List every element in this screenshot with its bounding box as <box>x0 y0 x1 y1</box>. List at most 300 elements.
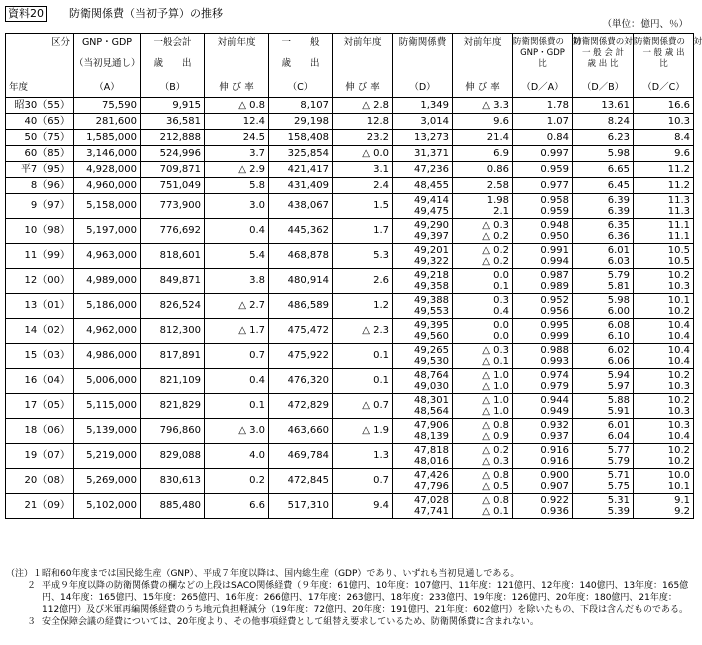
cell-bou-line: 49,290 <box>414 220 449 231</box>
cell-r2 <box>573 194 634 219</box>
cell-g3 <box>453 344 513 369</box>
cell-r2 <box>573 444 634 469</box>
cell-ippan: 475,922 <box>269 344 333 369</box>
cell-g1: 0.2 <box>205 469 269 494</box>
cell-r2 <box>573 394 634 419</box>
cell-gen: 885,480 <box>141 494 205 519</box>
cell-g3 <box>453 194 513 219</box>
cell-g1: △ 3.0 <box>205 419 269 444</box>
cell-r3-line: 8.4 <box>674 132 690 143</box>
cell-gen: 830,613 <box>141 469 205 494</box>
cell-bou-line: 49,218 <box>414 270 449 281</box>
cell-r3-line: 9.1 <box>674 495 690 506</box>
cell-r2-line: 5.77 <box>607 445 630 456</box>
cell-r2-line: 6.45 <box>607 180 630 191</box>
cell-r3 <box>634 98 694 114</box>
cell-r3-line: 10.4 <box>667 431 690 442</box>
cell-bou <box>393 444 453 469</box>
cell-r1-line: 0.916 <box>540 445 569 456</box>
cell-bou <box>393 394 453 419</box>
table-row <box>6 369 694 394</box>
cell-g2: 1.5 <box>333 194 393 219</box>
cell-bou-line: 48,016 <box>414 456 449 467</box>
cell-r2-line: 6.65 <box>607 164 630 175</box>
cell-r2 <box>573 219 634 244</box>
cell-r1 <box>513 244 573 269</box>
cell-bou-line: 48,564 <box>414 406 449 417</box>
cell-r3 <box>634 130 694 146</box>
cell-bou <box>393 130 453 146</box>
cell-r3-line: 11.3 <box>667 195 690 206</box>
cell-r3 <box>634 114 694 130</box>
cell-gnp: 75,590 <box>74 98 141 114</box>
cell-r1-line: 0.977 <box>540 180 569 191</box>
cell-g3-line: 0.0 <box>493 270 509 281</box>
cell-bou <box>393 494 453 519</box>
header-r3-l2: 一 般 歳 出 <box>642 48 685 58</box>
cell-g3-line: △ 0.2 <box>482 231 509 242</box>
header-gen-l1: 一般会計 <box>153 37 192 48</box>
cell-gen: 709,871 <box>141 162 205 178</box>
cell-r1-line: 0.956 <box>540 306 569 317</box>
cell-r1-line: 0.948 <box>540 220 569 231</box>
cell-ippan: 8,107 <box>269 98 333 114</box>
cell-g3 <box>453 494 513 519</box>
header-kubun: 区分 <box>50 37 70 48</box>
cell-g1: 5.8 <box>205 178 269 194</box>
cell-r2-line: 6.39 <box>607 195 630 206</box>
cell-g3 <box>453 444 513 469</box>
cell-bou-line: 13,273 <box>414 132 449 143</box>
cell-g1: 0.1 <box>205 394 269 419</box>
cell-r3 <box>634 394 694 419</box>
cell-g3-line: △ 0.3 <box>482 456 509 467</box>
header-r2-l1: 防衛関係費の対 <box>573 37 633 47</box>
header-r3-l3: 比 <box>659 59 668 69</box>
cell-g3-line: 0.3 <box>493 295 509 306</box>
cell-g2: △ 2.8 <box>333 98 393 114</box>
header-r3-l4: （D／C） <box>642 82 685 93</box>
header-bou-l3: （D） <box>409 82 436 93</box>
cell-gen: 829,088 <box>141 444 205 469</box>
cell-r3-line: 10.2 <box>667 395 690 406</box>
cell-r2 <box>573 294 634 319</box>
cell-g2: 1.3 <box>333 444 393 469</box>
cell-ippan: 431,409 <box>269 178 333 194</box>
cell-g2: 0.1 <box>333 344 393 369</box>
cell-bou <box>393 194 453 219</box>
header-r1-l1: 防衛関係費の 対 <box>513 37 582 47</box>
cell-gen: 776,692 <box>141 219 205 244</box>
cell-bou-line: 49,397 <box>414 231 449 242</box>
cell-r2 <box>573 162 634 178</box>
header-general-account <box>141 34 205 98</box>
cell-bou-line: 47,426 <box>414 470 449 481</box>
cell-ippan: 463,660 <box>269 419 333 444</box>
cell-r1 <box>513 98 573 114</box>
cell-r1-line: 0.994 <box>540 256 569 267</box>
cell-year: 昭30（55） <box>6 98 74 114</box>
cell-r3 <box>634 219 694 244</box>
table-row <box>6 444 694 469</box>
cell-r3-line: 10.5 <box>667 256 690 267</box>
cell-year: 9（97） <box>6 194 74 219</box>
cell-bou-line: 48,301 <box>414 395 449 406</box>
cell-g1: 0.4 <box>205 219 269 244</box>
cell-bou-line: 49,560 <box>414 331 449 342</box>
header-kubun-nendo <box>6 34 74 98</box>
notes-section <box>6 568 694 628</box>
cell-r1 <box>513 219 573 244</box>
table-row <box>6 130 694 146</box>
cell-ippan: 480,914 <box>269 269 333 294</box>
cell-gnp: 5,219,000 <box>74 444 141 469</box>
cell-r3 <box>634 319 694 344</box>
cell-g3-line: △ 1.0 <box>482 370 509 381</box>
cell-r1-line: 0.937 <box>540 431 569 442</box>
cell-r3-line: 10.3 <box>667 406 690 417</box>
header-gen-l3: （B） <box>159 82 186 93</box>
cell-gnp: 3,146,000 <box>74 146 141 162</box>
cell-r1-line: 0.932 <box>540 420 569 431</box>
cell-r2-line: 13.61 <box>601 100 630 111</box>
table-row <box>6 98 694 114</box>
note-item <box>6 616 694 628</box>
cell-gnp: 5,197,000 <box>74 219 141 244</box>
cell-r2-line: 5.31 <box>607 495 630 506</box>
header-bou-l1: 防衛関係費 <box>398 37 447 48</box>
cell-bou-line: 48,139 <box>414 431 449 442</box>
cell-r1-line: 0.958 <box>540 195 569 206</box>
cell-r2 <box>573 319 634 344</box>
cell-ippan: 486,589 <box>269 294 333 319</box>
cell-r1-line: 0.936 <box>540 506 569 517</box>
cell-g3-line: △ 1.0 <box>482 406 509 417</box>
cell-g1: △ 2.9 <box>205 162 269 178</box>
cell-r3-line: 9.2 <box>674 506 690 517</box>
table-row <box>6 114 694 130</box>
cell-bou <box>393 319 453 344</box>
table-row <box>6 269 694 294</box>
cell-r1-line: 0.959 <box>540 206 569 217</box>
cell-r3-line: 10.4 <box>667 356 690 367</box>
cell-g3-line: △ 1.0 <box>482 381 509 392</box>
cell-g1: 3.8 <box>205 269 269 294</box>
cell-r1-line: 0.991 <box>540 245 569 256</box>
cell-ippan: 438,067 <box>269 194 333 219</box>
cell-r2-line: 8.24 <box>607 116 630 127</box>
cell-r2-line: 6.10 <box>607 331 630 342</box>
cell-g3-line: 9.6 <box>493 116 509 127</box>
cell-bou <box>393 294 453 319</box>
cell-r3-line: 10.4 <box>667 320 690 331</box>
cell-g3 <box>453 130 513 146</box>
cell-year: 8（96） <box>6 178 74 194</box>
cell-r2 <box>573 344 634 369</box>
cell-r1-line: 1.07 <box>546 116 569 127</box>
header-growth-1 <box>205 34 269 98</box>
cell-g3-line: 1.98 <box>486 195 509 206</box>
cell-r1-line: 0.979 <box>540 381 569 392</box>
cell-r2-line: 5.79 <box>607 270 630 281</box>
cell-bou <box>393 419 453 444</box>
cell-r1-line: 0.950 <box>540 231 569 242</box>
cell-gen: 812,300 <box>141 319 205 344</box>
cell-ippan: 472,845 <box>269 469 333 494</box>
cell-ippan: 475,472 <box>269 319 333 344</box>
cell-r1-line: 0.993 <box>540 356 569 367</box>
cell-gen: 821,829 <box>141 394 205 419</box>
cell-gen: 36,581 <box>141 114 205 130</box>
cell-r2-line: 6.39 <box>607 206 630 217</box>
cell-r1 <box>513 194 573 219</box>
cell-g2: 0.7 <box>333 469 393 494</box>
header-ratio-general-account <box>573 34 634 98</box>
cell-g3 <box>453 394 513 419</box>
cell-g3 <box>453 294 513 319</box>
cell-r1 <box>513 269 573 294</box>
cell-gen: 796,860 <box>141 419 205 444</box>
cell-g2: 9.4 <box>333 494 393 519</box>
cell-g1: △ 2.7 <box>205 294 269 319</box>
cell-r3 <box>634 419 694 444</box>
cell-bou-line: 49,201 <box>414 245 449 256</box>
cell-r2-line: 5.75 <box>607 481 630 492</box>
cell-year: 21（09） <box>6 494 74 519</box>
cell-r1 <box>513 114 573 130</box>
cell-r1-line: 0.988 <box>540 345 569 356</box>
header-zen3-l2: 伸 び 率 <box>465 82 500 93</box>
cell-gnp: 281,600 <box>74 114 141 130</box>
cell-bou-line: 47,906 <box>414 420 449 431</box>
cell-g3 <box>453 114 513 130</box>
cell-r3 <box>634 244 694 269</box>
cell-bou <box>393 146 453 162</box>
cell-r3-line: 10.0 <box>667 470 690 481</box>
cell-g3-line: △ 0.8 <box>482 495 509 506</box>
header-gnp-l2: （当初見通し） <box>74 58 141 69</box>
cell-bou-line: 31,371 <box>414 148 449 159</box>
cell-g1: 4.0 <box>205 444 269 469</box>
table-row <box>6 344 694 369</box>
cell-bou <box>393 98 453 114</box>
note-item <box>6 580 694 616</box>
cell-bou-line: 49,530 <box>414 356 449 367</box>
cell-g3 <box>453 98 513 114</box>
cell-g3 <box>453 244 513 269</box>
cell-r2 <box>573 98 634 114</box>
cell-gen: 524,996 <box>141 146 205 162</box>
cell-gnp: 4,963,000 <box>74 244 141 269</box>
cell-r2 <box>573 369 634 394</box>
header-ratio-general-expenditure <box>634 34 702 98</box>
cell-r3 <box>634 178 694 194</box>
defense-budget-table <box>5 33 702 519</box>
cell-r1 <box>513 344 573 369</box>
cell-g1: 0.7 <box>205 344 269 369</box>
header-r2-l2: 一 般 会 計 <box>581 48 625 58</box>
header-r1-l3: 比 <box>538 59 547 69</box>
cell-r3 <box>634 146 694 162</box>
cell-year: 17（05） <box>6 394 74 419</box>
cell-bou-line: 1,349 <box>420 100 449 111</box>
cell-r3-line: 11.1 <box>667 220 690 231</box>
table-row <box>6 294 694 319</box>
cell-ippan: 472,829 <box>269 394 333 419</box>
cell-r3-line: 11.1 <box>667 231 690 242</box>
cell-gnp: 5,186,000 <box>74 294 141 319</box>
cell-r2-line: 6.02 <box>607 345 630 356</box>
cell-r3-line: 10.3 <box>667 420 690 431</box>
cell-year: 40（65） <box>6 114 74 130</box>
cell-r2-line: 6.06 <box>607 356 630 367</box>
cell-g1: 3.0 <box>205 194 269 219</box>
header-r1-l4: （D／A） <box>521 82 564 93</box>
header-r2-l3: 歳 出 比 <box>587 59 619 69</box>
header-gnp <box>74 34 141 98</box>
cell-r1 <box>513 178 573 194</box>
cell-g3 <box>453 146 513 162</box>
cell-g1: 3.7 <box>205 146 269 162</box>
cell-r1 <box>513 444 573 469</box>
cell-gnp: 5,269,000 <box>74 469 141 494</box>
cell-g3 <box>453 162 513 178</box>
cell-g2: 5.3 <box>333 244 393 269</box>
cell-gen: 9,915 <box>141 98 205 114</box>
cell-r3 <box>634 294 694 319</box>
table-body <box>6 98 694 519</box>
cell-bou-line: 49,388 <box>414 295 449 306</box>
cell-r3-line: 10.2 <box>667 445 690 456</box>
table-row <box>6 244 694 269</box>
cell-bou <box>393 269 453 294</box>
cell-g2: 3.1 <box>333 162 393 178</box>
header-gnp-l3: （A） <box>94 82 120 93</box>
cell-gnp: 4,986,000 <box>74 344 141 369</box>
cell-r2-line: 6.35 <box>607 220 630 231</box>
cell-g3-line: 0.0 <box>493 331 509 342</box>
table-row <box>6 394 694 419</box>
cell-bou-line: 49,322 <box>414 256 449 267</box>
cell-gnp: 5,139,000 <box>74 419 141 444</box>
cell-r2 <box>573 419 634 444</box>
cell-r3 <box>634 369 694 394</box>
cell-bou-line: 49,395 <box>414 320 449 331</box>
cell-r3 <box>634 444 694 469</box>
cell-g3-line: 0.86 <box>486 164 509 175</box>
cell-g1: △ 0.8 <box>205 98 269 114</box>
cell-r3 <box>634 162 694 178</box>
table-row <box>6 419 694 444</box>
cell-r3-line: 16.6 <box>667 100 690 111</box>
header-general-expenditure <box>269 34 333 98</box>
cell-bou <box>393 369 453 394</box>
cell-r1 <box>513 162 573 178</box>
header-r3-l1: 防衛関係費の 対 <box>634 37 702 47</box>
cell-r3-line: 10.1 <box>667 481 690 492</box>
cell-r1-line: 0.959 <box>540 164 569 175</box>
cell-g2: 0.1 <box>333 369 393 394</box>
cell-gnp: 1,585,000 <box>74 130 141 146</box>
header-ratio-gnp <box>513 34 582 98</box>
cell-year: 11（99） <box>6 244 74 269</box>
cell-ippan: 421,417 <box>269 162 333 178</box>
note-label: ３ <box>26 617 36 627</box>
cell-r1-line: 0.949 <box>540 406 569 417</box>
cell-bou-line: 47,236 <box>414 164 449 175</box>
cell-gen: 849,871 <box>141 269 205 294</box>
cell-r2 <box>573 269 634 294</box>
cell-g3-line: 0.0 <box>493 320 509 331</box>
cell-r2 <box>573 244 634 269</box>
cell-r2-line: 6.08 <box>607 320 630 331</box>
cell-r3-line: 10.2 <box>667 370 690 381</box>
cell-gen: 817,891 <box>141 344 205 369</box>
cell-g1: 5.4 <box>205 244 269 269</box>
cell-g3-line: △ 0.3 <box>482 220 509 231</box>
cell-g2: 2.4 <box>333 178 393 194</box>
cell-r3-line: 11.2 <box>667 164 690 175</box>
table-row <box>6 178 694 194</box>
note-label: （注）１ <box>6 569 43 579</box>
cell-bou-line: 47,028 <box>414 495 449 506</box>
cell-g1: 0.4 <box>205 369 269 394</box>
cell-r3 <box>634 344 694 369</box>
cell-ippan: 445,362 <box>269 219 333 244</box>
cell-gnp: 4,928,000 <box>74 162 141 178</box>
cell-bou-line: 47,818 <box>414 445 449 456</box>
cell-g3-line: △ 0.1 <box>482 356 509 367</box>
cell-g3-line: △ 3.3 <box>482 100 509 111</box>
cell-g3 <box>453 319 513 344</box>
header-zen3-l1: 対前年度 <box>463 37 502 48</box>
header-growth-2 <box>333 34 393 98</box>
cell-r1 <box>513 469 573 494</box>
cell-r1-line: 0.922 <box>540 495 569 506</box>
cell-r2-line: 5.98 <box>607 148 630 159</box>
cell-gnp: 4,960,000 <box>74 178 141 194</box>
cell-r2-line: 6.01 <box>607 245 630 256</box>
cell-r1 <box>513 369 573 394</box>
cell-g2: 1.7 <box>333 219 393 244</box>
cell-gen: 773,900 <box>141 194 205 219</box>
cell-r3-line: 10.2 <box>667 306 690 317</box>
cell-r2 <box>573 146 634 162</box>
cell-r1 <box>513 146 573 162</box>
cell-g3-line: △ 0.2 <box>482 445 509 456</box>
cell-gen: 818,601 <box>141 244 205 269</box>
cell-r1-line: 0.995 <box>540 320 569 331</box>
cell-gen: 821,109 <box>141 369 205 394</box>
cell-gen: 212,888 <box>141 130 205 146</box>
cell-bou-line: 3,014 <box>420 116 449 127</box>
table-row <box>6 494 694 519</box>
note-item <box>6 568 694 580</box>
cell-r3-line: 11.3 <box>667 206 690 217</box>
cell-gen: 751,049 <box>141 178 205 194</box>
header-zen2-l2: 伸 び 率 <box>345 82 380 93</box>
table-row <box>6 194 694 219</box>
cell-bou-line: 47,741 <box>414 506 449 517</box>
table-row <box>6 162 694 178</box>
cell-year: 13（01） <box>6 294 74 319</box>
header-nendo: 年度 <box>9 82 29 93</box>
cell-bou-line: 49,475 <box>414 206 449 217</box>
note-text: 昭和60年度までは国民総生産（GNP）、平成７年度以降は、国内総生産（GDP）であり、いずれも当初見通しである。 <box>42 569 520 579</box>
cell-r1-line: 1.78 <box>546 100 569 111</box>
note-text: 安全保障会議の経費については、20年度より、その他事項経費として組替え要求しているため、防衛関係費に含まれない。 <box>42 617 539 627</box>
cell-year: 14（02） <box>6 319 74 344</box>
